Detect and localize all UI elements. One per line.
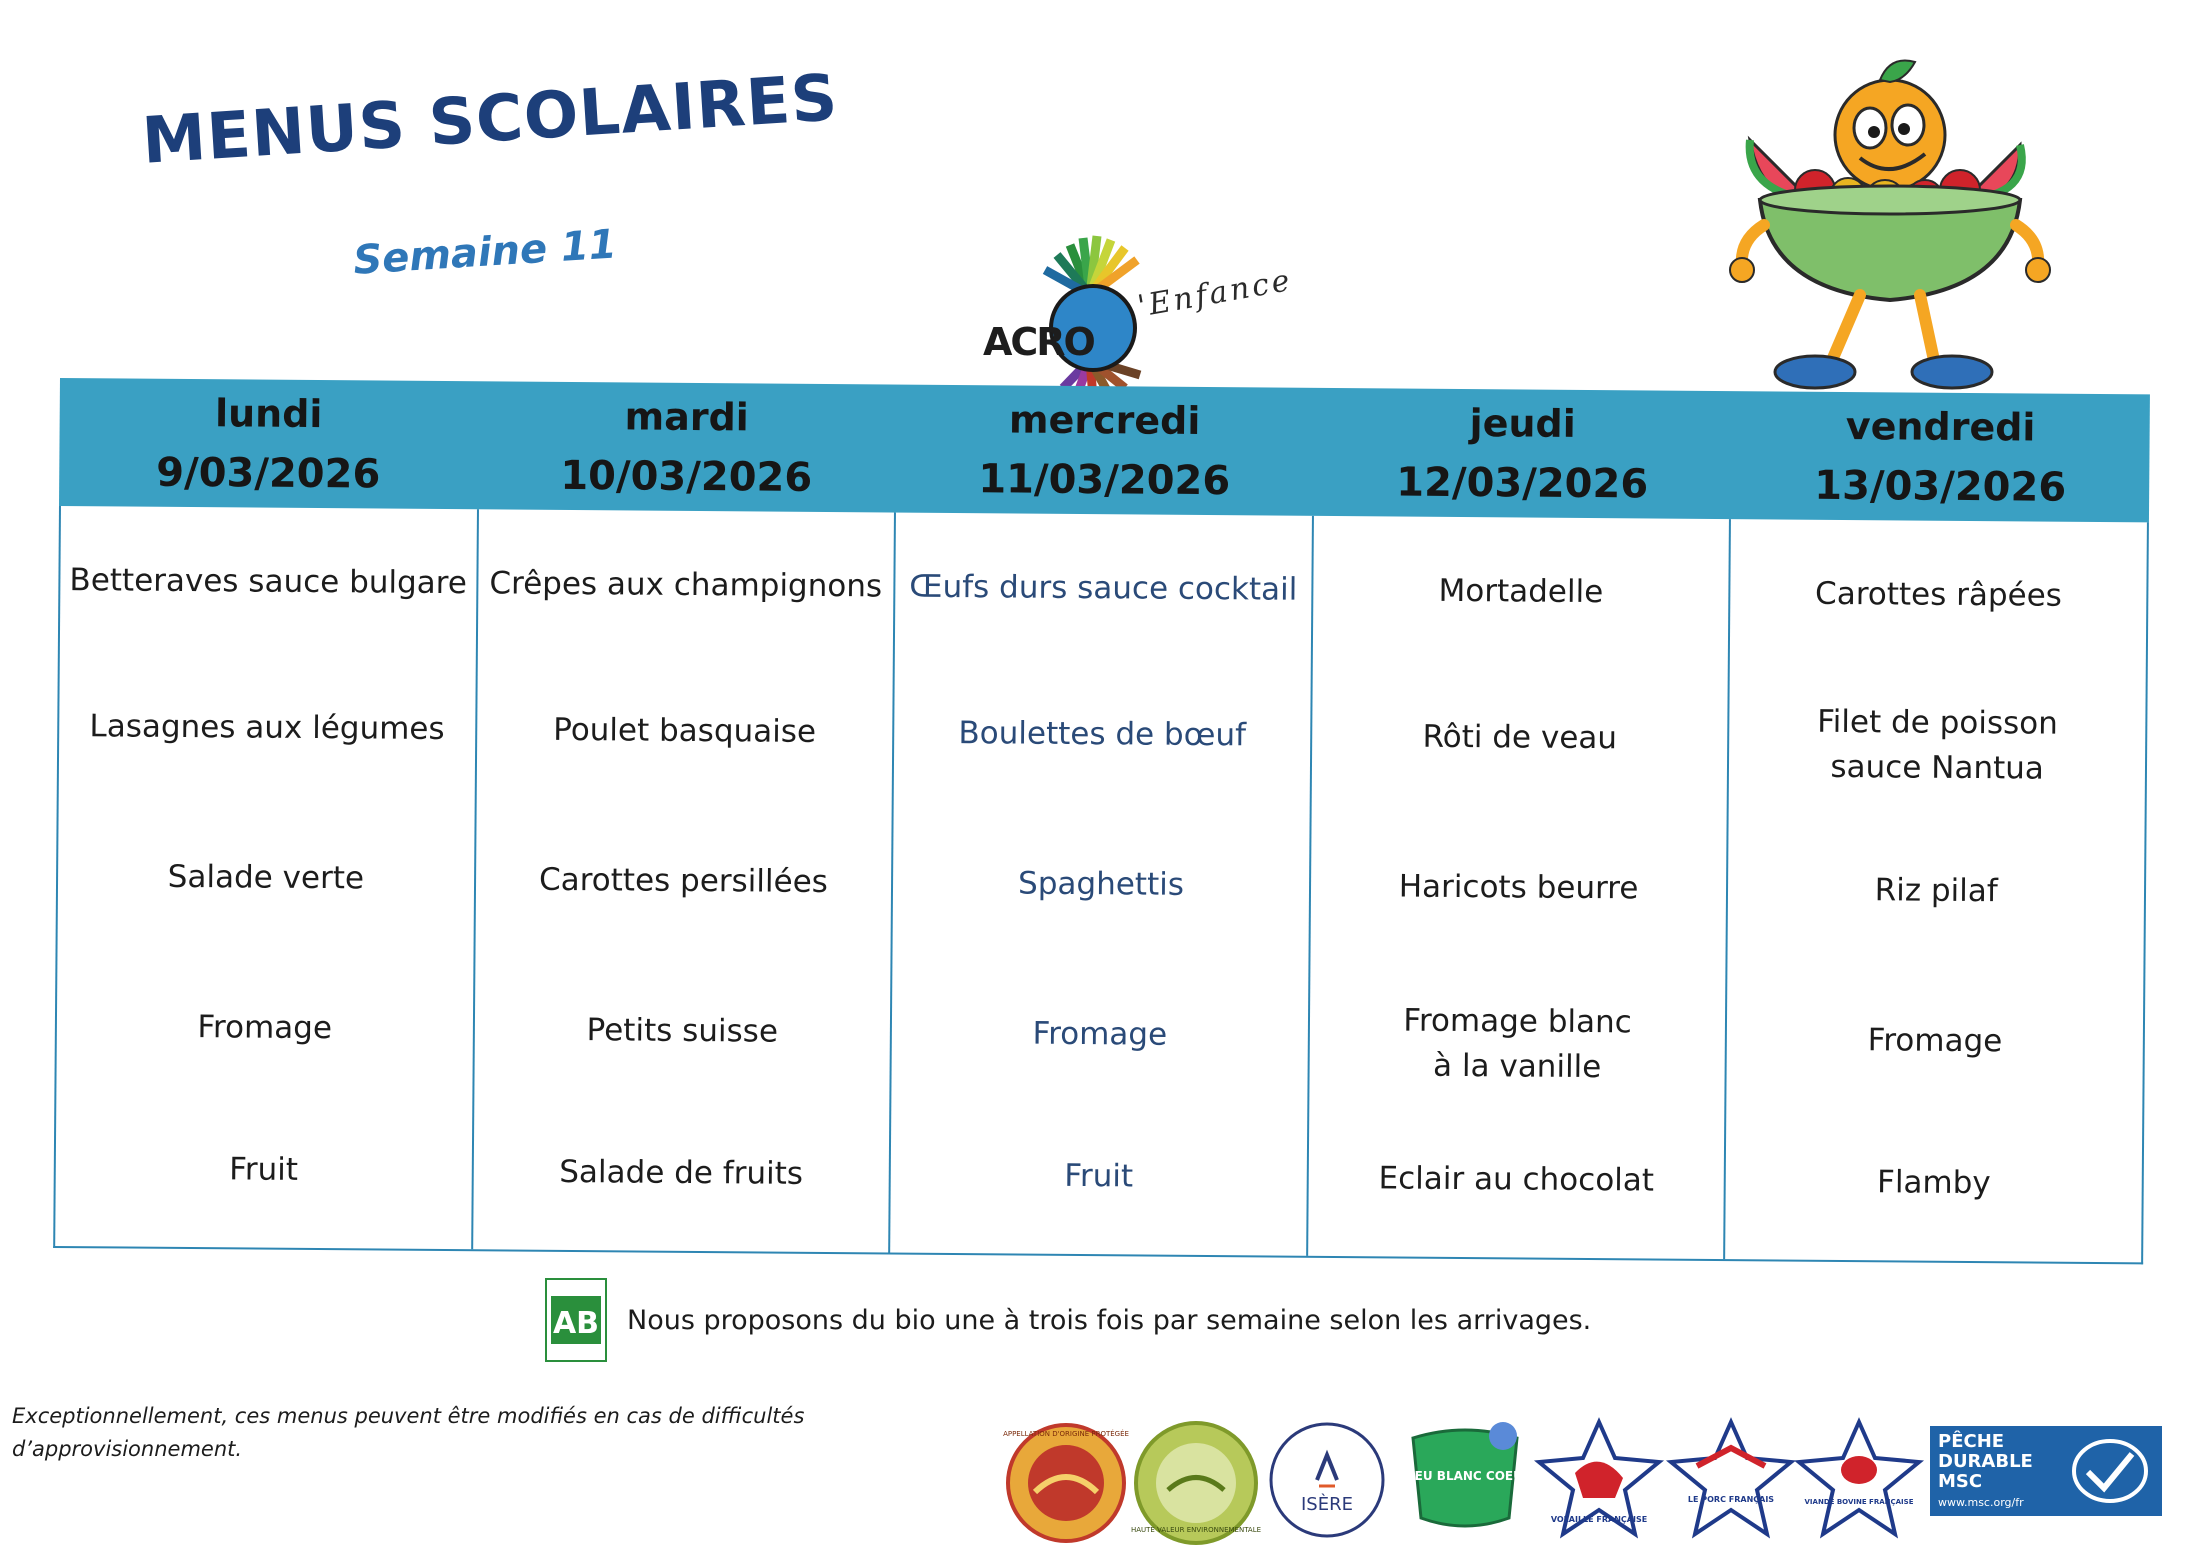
- side-dish: Haricots beurre: [1398, 868, 1639, 907]
- porc-francais-icon: [1667, 1418, 1795, 1546]
- day-date: 11/03/2026: [978, 456, 1231, 505]
- viande-bovine-francaise-icon: [1795, 1418, 1923, 1546]
- dessert: Fruit: [1064, 1157, 1134, 1195]
- starter: Œufs durs sauce cocktail: [909, 568, 1298, 608]
- msc-url: www.msc.org/fr: [1938, 1496, 2024, 1509]
- day-date: 12/03/2026: [1396, 459, 1649, 508]
- side-dish: Spaghettis: [1017, 865, 1185, 903]
- logo-word: ACRO: [983, 320, 1094, 364]
- starter: Carottes râpées: [1814, 575, 2063, 614]
- menu-table: [53, 378, 2150, 1264]
- main-dish: Filet de poisson sauce Nantua: [1817, 703, 2058, 787]
- ab-letters: AB: [552, 1306, 600, 1341]
- day-date: 9/03/2026: [156, 449, 381, 498]
- isere-seal-icon: [1267, 1420, 1387, 1540]
- day-column-friday: [1724, 519, 2147, 1262]
- main-dish: Poulet basquaise: [553, 711, 817, 750]
- msc-fish-check-icon: [2070, 1436, 2150, 1506]
- dairy: Petits suisse: [586, 1012, 779, 1050]
- aop-seal-icon: [1005, 1422, 1127, 1544]
- dairy: Fromage: [1032, 1015, 1168, 1053]
- day-column-tuesday: [471, 509, 894, 1252]
- day-name: mercredi: [1008, 397, 1201, 443]
- side-dish: Riz pilaf: [1874, 872, 1998, 910]
- aop-label: APPELLATION D'ORIGINE PROTÉGÉE: [1003, 1430, 1129, 1438]
- day-column-wednesday: [888, 513, 1311, 1256]
- starter: Mortadelle: [1438, 572, 1604, 611]
- day-header-wednesday: [895, 385, 1314, 516]
- porc-label: LE PORC FRANÇAIS: [1687, 1495, 1775, 1504]
- starter: Betteraves sauce bulgare: [69, 562, 468, 602]
- volaille-francaise-icon: [1535, 1418, 1663, 1546]
- menu-header-row: [59, 378, 2150, 522]
- dessert: Flamby: [1876, 1164, 1991, 1202]
- dessert: Salade de fruits: [559, 1153, 804, 1192]
- menu-body-row: [53, 506, 2149, 1264]
- main-dish: Boulettes de bœuf: [958, 715, 1247, 754]
- logo-tagline: 'Enfance: [1135, 262, 1296, 325]
- day-column-monday: [55, 506, 476, 1249]
- day-header-thursday: [1313, 388, 1732, 519]
- fruit-bowl-mascot: [1720, 50, 2100, 400]
- msc-label: [1930, 1426, 2162, 1516]
- bio-note: [545, 1278, 1591, 1362]
- day-name: vendredi: [1845, 404, 2036, 450]
- day-header-monday: [59, 378, 478, 509]
- day-name: jeudi: [1469, 401, 1576, 446]
- day-date: 10/03/2026: [560, 452, 813, 501]
- ab-organic-icon: [545, 1278, 607, 1362]
- day-header-friday: [1731, 391, 2150, 522]
- volaille-label: VOLAILLE FRANÇAISE: [1550, 1515, 1648, 1524]
- day-date: 13/03/2026: [1814, 462, 2067, 511]
- disclaimer: Exceptionnellement, ces menus peuvent être modifiés en cas de difficultés d’approvisionnement.: [12, 1404, 805, 1461]
- dairy: Fromage: [1867, 1022, 2003, 1060]
- day-name: mardi: [624, 394, 749, 440]
- day-header-tuesday: [477, 381, 896, 512]
- side-dish: Salade verte: [167, 858, 365, 897]
- page-title: MENUS SCOLAIRES: [140, 61, 841, 179]
- side-dish: Carottes persillées: [538, 861, 829, 901]
- msc-text: PÊCHE DURABLE MSC: [1938, 1431, 2033, 1492]
- dessert: Eclair au chocolat: [1378, 1160, 1655, 1199]
- dairy: Fromage blanc à la vanille: [1403, 1002, 1632, 1086]
- week-subtitle: Semaine 11: [352, 221, 618, 284]
- viande-label: VIANDE BOVINE FRANÇAISE: [1804, 1498, 1914, 1506]
- day-column-thursday: [1306, 516, 1729, 1259]
- bio-note-text: Nous proposons du bio une à trois fois par semaine selon les arrivages.: [627, 1304, 1592, 1336]
- day-name: lundi: [214, 391, 323, 437]
- main-dish: Rôti de veau: [1422, 718, 1618, 757]
- main-dish: Lasagnes aux légumes: [89, 708, 445, 748]
- acro-enfance-logo: [975, 210, 1315, 400]
- mascot-icon: [1720, 50, 2100, 400]
- hve-label: HAUTE VALEUR ENVIRONNEMENTALE: [1130, 1526, 1262, 1534]
- hve-seal-icon: [1130, 1420, 1262, 1546]
- isere-label: ISÈRE: [1301, 1494, 1353, 1515]
- starter: Crêpes aux champignons: [489, 565, 883, 605]
- dessert: Fruit: [229, 1151, 299, 1188]
- dairy: Fromage: [197, 1009, 333, 1047]
- bbc-label: BLEU BLANC COEUR: [1397, 1469, 1533, 1483]
- bleu-blanc-coeur-icon: [1397, 1418, 1533, 1538]
